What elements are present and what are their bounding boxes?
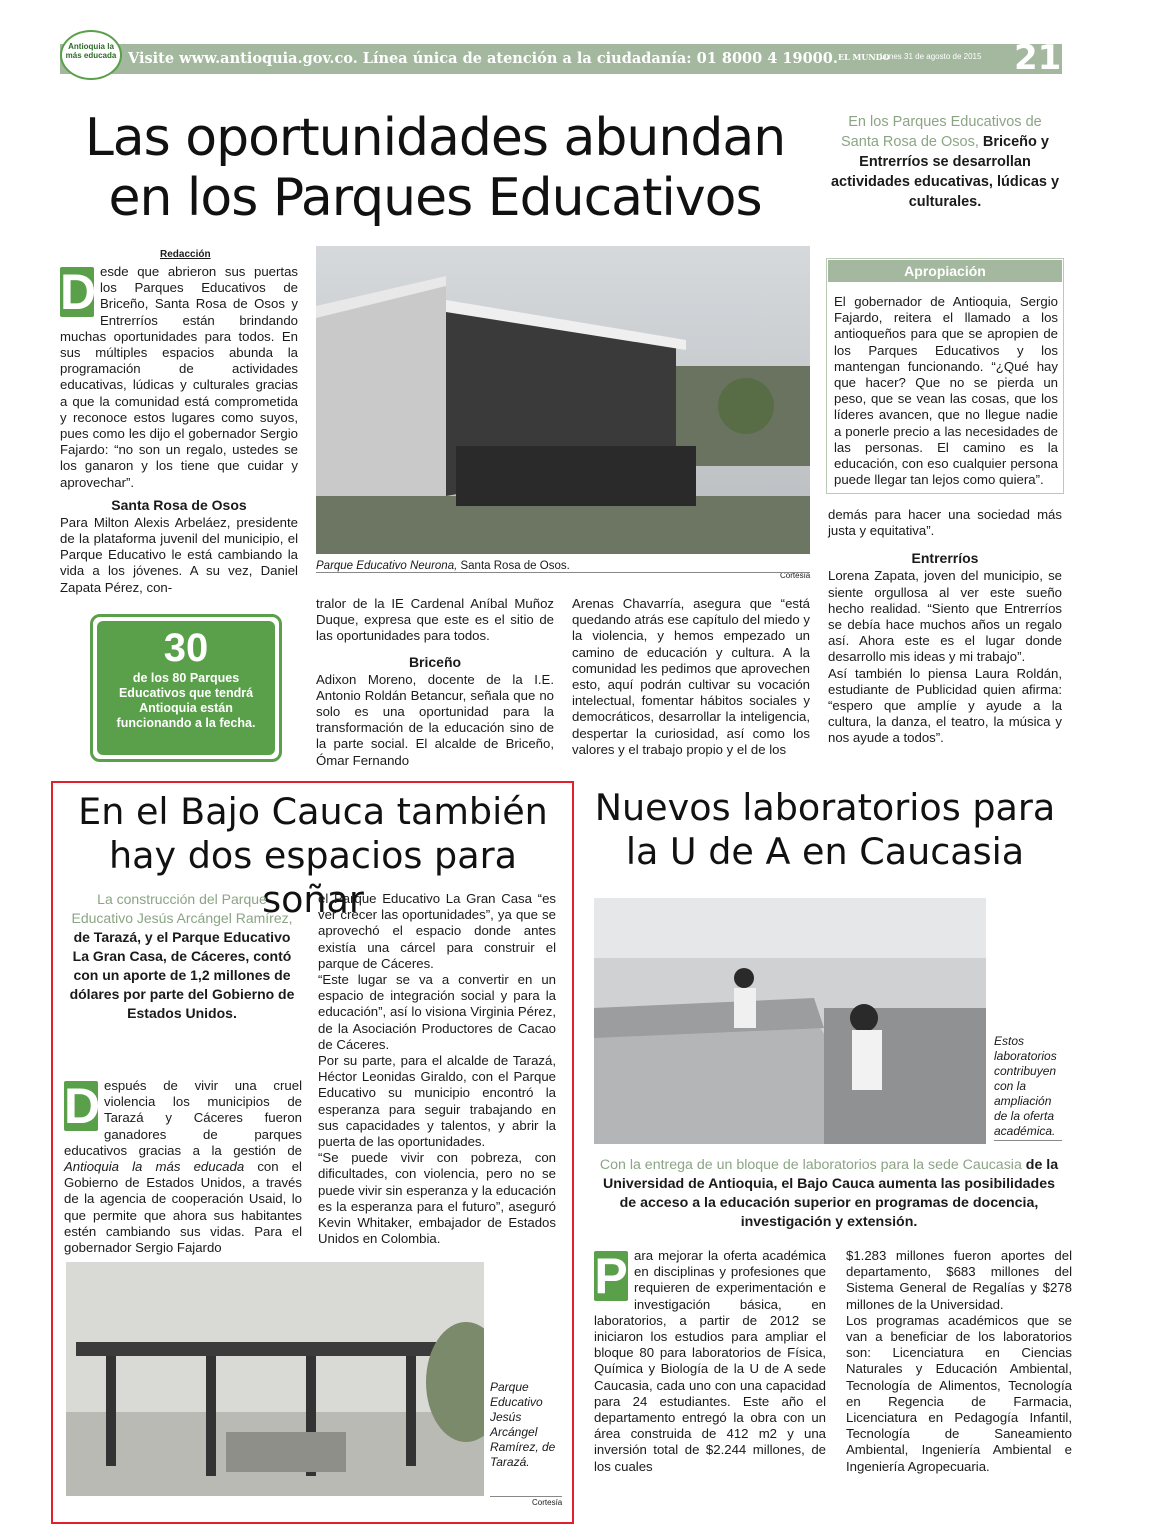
article2-col2-p1: el Parque Educativo La Gran Casa “es ver crecer las oportunidades”, ya que se aprovechó el espacio donde antes existía una cárcel para construir el parque de Cáceres. — [318, 891, 556, 971]
article3-deck — [596, 1156, 1062, 1232]
sidebar-paragraph: El gobernador de Antioquia, Sergio Fajardo, reitera el llamado a los antioqueños para que se apropien de los Parques Educativos y los mantengan funcionando. “¿Qué hay que hacer? Que no se pierda un peso, que se vean las cosas, que los líderes avancen, que no llegue nadie a ponerle precio a las necesidades de las personas. El camino es la educación, con eso cualquier persona puede llegar tan lejos como quiera”. — [834, 294, 1058, 488]
stat-number: 30 — [163, 626, 209, 670]
parque-neurona-photo — [316, 246, 810, 554]
article3-col2-p2: Los programas académicos que se van a beneficiar de los laboratorios son: Licenciatura en Ciencias Naturales y Educación Ambiental, Tecnología de Alimentos, Tecnología en Regencia de Farmacia, Licenciatura en Pedagogía Infantil, Tecnología de Saneamiento Ambiental, Ingeniería Ambiental e Ingeniería Agropecuaria. — [846, 1312, 1072, 1474]
article1-deck-bold: Briceño y Entrerríos se desarrollan actividades educativas, lúdicas y culturales. — [830, 134, 1060, 210]
article2-deck-bold: de Tarazá, y el Parque Educativo La Gran Casa, de Cáceres, contó con un aporte de 1,2 millones de dólares por parte del Gobierno de Estados Unidos. — [69, 929, 295, 1021]
article1-col4-p3: Así también lo piensa Laura Roldán, estudiante de Publicidad quien afirma: “espero que amplíe y ayude a la cultura, la danza, el teatro, la música y nos ayude a todos”. — [828, 665, 1062, 746]
subhead-entrerrios: Entrerríos — [911, 550, 979, 567]
article2-title-line1: En el Bajo Cauca también — [78, 790, 548, 833]
article2-title-line2: hay dos espacios para soñar — [109, 834, 517, 921]
stat-text: de los 80 Parques Educativos que tendrá Antioquia están funcionando a la fecha. — [116, 671, 256, 730]
article1-col1-p2: Para Milton Alexis Arbeláez, presidente de la plataforma juvenil del municipio, el Parque Educativo le está cambiando la vida a los jóvenes. A su vez, Daniel Zapata Pérez, con- — [60, 514, 298, 595]
dropcap: D — [64, 1078, 101, 1134]
logo: Antioquia la más educada — [60, 30, 122, 80]
article1-deck — [830, 112, 1060, 212]
subhead-santa-rosa: Santa Rosa de Osos — [111, 496, 247, 513]
article1-col3-p1: Arenas Chavarría, asegura que “está quedando atrás ese capítulo del miedo y la violencia, y hemos empezado un camino de educación y cultura. A la comunidad les pedimos que aprovechen esto, aquí podrán cultivar su vocación intelectual, fomentar hábitos sociales y democráticos, desarrollar la inteligencia, despertar la curiosidad, así como los valores y el trabajo propio y el de los — [572, 596, 810, 757]
stat-box-inner — [97, 621, 275, 755]
dropcap: D — [60, 264, 97, 320]
article2-col2-p4: “Se puede vivir con pobreza, con dificultades, con violencia, pero no se puede vivir sin esperanza y la educación es la esperanza para el futuro”, aseguró Kevin Whitaker, embajador de Estados Unidos en Colombia. — [318, 1150, 556, 1247]
article1-col4 — [828, 507, 1062, 747]
article1-col2-p2: Adixon Moreno, docente de la I.E. Antonio Roldán Betancur, señala que no solo es una oportunidad para la transformación de la educación sino de la parte social. El alcalde de Briceño, Ómar Fernando — [316, 671, 554, 768]
sidebar-title: Apropiación — [828, 260, 1062, 282]
laboratory-graphic — [594, 898, 986, 1144]
header-date: Lunes 31 de agosto de 2015 — [880, 52, 982, 61]
taraza-caption-rule — [490, 1496, 562, 1497]
article2-col2-p2: “Este lugar se va a convertir en un espacio de integración social y para la educación”, así lo visiona Virginia Pérez, de la Asociación Productores de Cacao de Cáceres. — [318, 972, 556, 1052]
newspaper-name: EL MUNDO — [838, 52, 890, 62]
article1-col3 — [572, 596, 810, 758]
photo-caption — [316, 560, 570, 572]
sidebar-text — [834, 294, 1058, 488]
article3-title — [590, 786, 1060, 874]
taraza-caption: Parque Educativo Jesús Arcángel Ramírez, de Tarazá. — [490, 1380, 556, 1469]
article2-col1-text-a: espués de vivir una cruel violencia los municipios de Tarazá y Cáceres fueron ganadores de parques educativos gracias a la gestión de — [64, 1078, 302, 1158]
parque-neurona-graphic — [316, 246, 810, 554]
article3-title-line2: la U de A en Caucasia — [625, 830, 1025, 873]
article3-deck-light: Con la entrega de un bloque de laboratorios para la sede Caucasia — [599, 1157, 1022, 1173]
article3-col2-p1: $1.283 millones fueron aportes del departamento, $683 millones del Sistema General de Regalías y $278 millones de la Universidad. — [846, 1248, 1072, 1312]
page-number: 21 — [1014, 38, 1062, 78]
article2-col2-p3: Por su parte, para el alcalde de Tarazá, Héctor Leonidas Giraldo, con el Parque Educativo su municipio encontró la esperanza para seguir trabajando en sus capacidades y talentos, y abrir la puerta de las oportunidades. — [318, 1053, 556, 1150]
photo-credit: Cortesía — [780, 571, 811, 580]
article2-col1-text-b: con el Gobierno de Estados Unidos, a través de la agencia de cooperación Usaid, lo que permite que ahora sus habitantes estén cambiando sus vidas. Para el gobernador Sergio Fajardo — [64, 1159, 302, 1256]
photo-caption-italic: Parque Educativo Neurona, — [316, 560, 458, 572]
laboratory-photo — [594, 898, 986, 1144]
byline: Redacción — [160, 249, 211, 260]
parque-taraza-graphic — [66, 1262, 484, 1496]
article3-col2 — [846, 1248, 1072, 1475]
article1-title-line2: en los Parques Educativos — [108, 168, 762, 228]
article1-col4-p2: Lorena Zapata, joven del municipio, se siente orgullosa al ver este sueño hecho realidad. “Siento que Entrerríos se debía hace muchos años un regalo así. Ahora este es el lugar donde desarrollo mis ideas y mi trabajo”. — [828, 568, 1062, 665]
lab-caption-rule — [994, 1140, 1062, 1141]
article3-col1-p1: ara mejorar la oferta académica en disciplinas y profesiones que requieren de experimentación e investigación básica, en laboratorios, a partir de 2012 se iniciaron los estudios para ampliar el bloque 80 para laboratorios de Física, Química y Biología de la U de A sede Caucasia, cada uno con una capacidad para 24 estudiantes. Este año el departamento entregó la obra con un área construida de 412 m2 y una inversión total de $2.244 millones, de los cuales — [594, 1248, 826, 1474]
article1-col1-p1: esde que abrieron sus puertas los Parques Educativos de Briceño, Santa Rosa de Osos y Entrerríos están brindando muchas oportunidades para todos. En sus múltiples espacios abunda la programación de actividades educativas, lúdicas y culturales gracias a que la comunidad está comprometida y reconoce estos lugares como suyos, pues como les dijo el gobernador Sergio Fajardo: “no son un regalo, ustedes se los ganaron y los tiene que cuidar y aprovechar”. — [60, 264, 298, 490]
parque-taraza-photo — [66, 1262, 484, 1496]
photo-caption-rest: Santa Rosa de Osos. — [457, 560, 570, 572]
article2-col1-text-italic: Antioquia la más educada — [64, 1159, 245, 1175]
article2-col1 — [64, 1078, 302, 1256]
article3-deck-bold: de la Universidad de Antioquia, el Bajo Cauca aumenta las posibilidades de acceso a la educación superior en programas de docencia, investigación y extensión. — [602, 1157, 1059, 1230]
article2-deck-light: La construcción del Parque Educativo Jesús Arcángel Ramírez, — [71, 891, 293, 926]
article2-deck — [66, 890, 298, 1023]
article3-col1 — [594, 1248, 826, 1475]
article1-col4-p1: demás para hacer una sociedad más justa y equitativa”. — [828, 507, 1062, 539]
caption-rule — [316, 572, 810, 573]
article1-col1 — [60, 264, 298, 596]
article1-col2 — [316, 596, 554, 769]
article2-col2 — [318, 891, 556, 1247]
header-text: Visite www.antioquia.gov.co. Línea única de atención a la ciudadanía: 01 8000 4 19000. — [128, 50, 838, 67]
article1-title — [70, 108, 800, 228]
article1-title-line1: Las oportunidades abundan — [84, 108, 786, 168]
subhead-briceno: Briceño — [408, 653, 462, 670]
dropcap: P — [594, 1248, 628, 1304]
article3-title-line1: Nuevos laboratorios para — [594, 786, 1056, 829]
stat-box — [90, 614, 282, 762]
article1-deck-light: En los Parques Educativos de Santa Rosa de Osos, — [841, 114, 1042, 150]
lab-caption: Estos laboratorios contribuyen con la ampliación de la oferta académica. — [994, 1034, 1057, 1138]
taraza-credit: Cortesía — [532, 1498, 563, 1507]
article1-col2-p1: tralor de la IE Cardenal Aníbal Muñoz Duque, expresa que este es el sitio de las oportunidades para todos. — [316, 596, 554, 644]
